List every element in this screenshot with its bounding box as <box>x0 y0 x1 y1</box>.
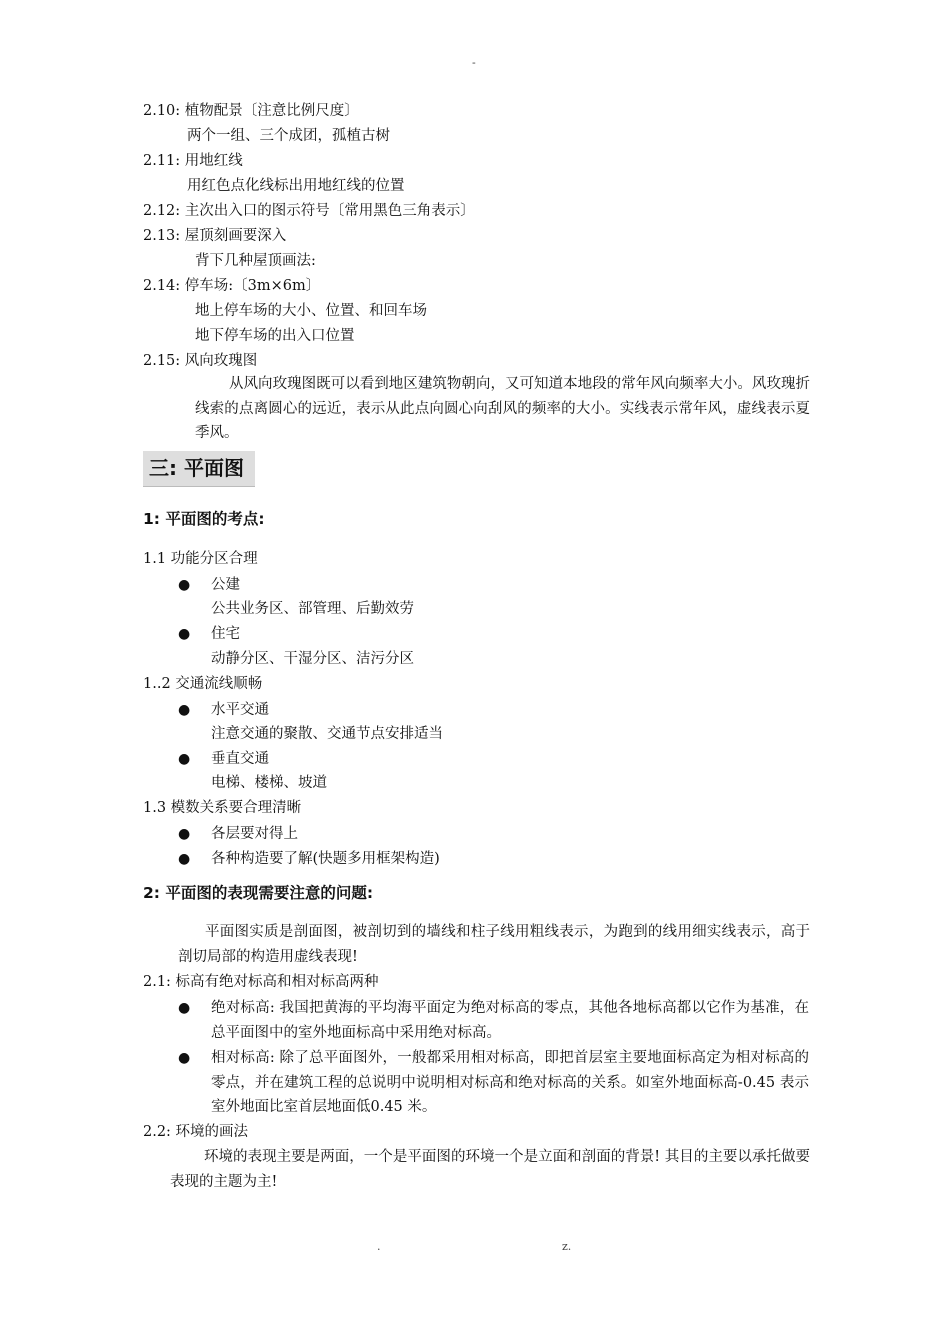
bullet-gongjian-detail: 公共业务区、部管理、后勤效劳 <box>211 601 414 617</box>
footer-left: . <box>377 1240 381 1253</box>
item-2-11-detail: 用红色点化线标出用地红线的位置 <box>187 178 405 194</box>
wind-rose-paragraph: 从风向玫瑰图既可以看到地区建筑物朝向，又可知道本地段的常年风向频率大小。风玫瑰折线索的点离圆心的远近，表示从此点向圆心向刮风的频率的大小。实线表示常年风，虚线表示夏季风。 <box>195 376 810 441</box>
bullet-shuiping-detail: 注意交通的聚散、交通节点安排适当 <box>211 726 443 742</box>
item-2-10: 2.10: 植物配景〔注意比例尺度〕 <box>143 103 359 119</box>
bullet-icon: ● <box>178 751 191 767</box>
item-2-14-detail-1: 地上停车场的大小、位置、和回车场 <box>195 303 427 319</box>
sub-2-1: 2.1: 标高有绝对标高和相对标高两种 <box>143 974 379 990</box>
item-2-13-detail: 背下几种屋顶画法: <box>195 253 316 269</box>
bullet-gongjian: 公建 <box>211 577 240 593</box>
bullet-gecheng: 各层要对得上 <box>211 826 298 842</box>
sub-1-1: 1.1 功能分区合理 <box>143 551 258 567</box>
bullet-zhuzhai: 住宅 <box>211 626 240 642</box>
bullet-icon: ● <box>178 626 191 642</box>
bullet-icon: ● <box>178 577 191 593</box>
footer-right: z. <box>562 1240 572 1253</box>
bullet-icon: ● <box>178 1000 191 1016</box>
item-2-10-detail: 两个一组、三个成团，孤植古树 <box>187 128 390 144</box>
sub-2-2: 2.2: 环境的画法 <box>143 1124 249 1140</box>
bullet-chuizhi: 垂直交通 <box>211 751 269 767</box>
bullet-shuiping: 水平交通 <box>211 702 269 718</box>
item-2-14-detail-2: 地下停车场的出入口位置 <box>195 328 355 344</box>
heading-2: 2: 平面图的表现需要注意的问题: <box>143 884 374 902</box>
bullet-icon: ● <box>178 702 191 718</box>
bullet-icon: ● <box>178 1050 191 1066</box>
section-3-title: 三: 平面图 <box>143 451 255 487</box>
paragraph-h2: 平面图实质是剖面图，被剖切到的墙线和柱子线用粗线表示，为跑到的线用细实线表示，高于剖切局部的构造用虚线表现! <box>178 924 810 965</box>
item-2-14: 2.14: 停车场:〔3m×6m〕 <box>143 278 321 294</box>
bullet-juedui: 绝对标高: 我国把黄海的平均海平面定为绝对标高的零点，其他各地标高都以它作为基准，在总平面图中的室外地面标高中采用绝对标高。 <box>211 1000 809 1041</box>
item-2-13: 2.13: 屋顶刻画要深入 <box>143 228 287 244</box>
sub-1-3: 1.3 模数关系要合理清晰 <box>143 800 302 816</box>
item-2-11: 2.11: 用地红线 <box>143 153 243 169</box>
bullet-icon: ● <box>178 851 191 867</box>
bullet-gouzao: 各种构造要了解(快题多用框架构造) <box>211 851 440 867</box>
bullet-chuizhi-detail: 电梯、楼梯、坡道 <box>211 775 327 791</box>
item-2-12: 2.12: 主次出入口的图示符号〔常用黑色三角表示〕 <box>143 203 475 219</box>
paragraph-2-2: 环境的表现主要是两面，一个是平面图的环境一个是立面和剖面的背景! 其目的主要以承托做要表现的主题为主! <box>170 1149 810 1190</box>
heading-1: 1: 平面图的考点: <box>143 510 265 528</box>
bullet-zhuzhai-detail: 动静分区、干湿分区、洁污分区 <box>211 651 414 667</box>
sub-1-2: 1..2 交通流线顺畅 <box>143 676 263 692</box>
header-mark: - <box>472 56 476 69</box>
bullet-xiangdui: 相对标高: 除了总平面图外，一般都采用相对标高，即把首层室主要地面标高定为相对标高的零点，并在建筑工程的总说明中说明相对标高和绝对标高的关系。如室外地面标高-0.45 表示室外地面比室首层地面低0.45 米。 <box>211 1050 809 1115</box>
item-2-15: 2.15: 风向玫瑰图 <box>143 353 258 369</box>
bullet-icon: ● <box>178 826 191 842</box>
